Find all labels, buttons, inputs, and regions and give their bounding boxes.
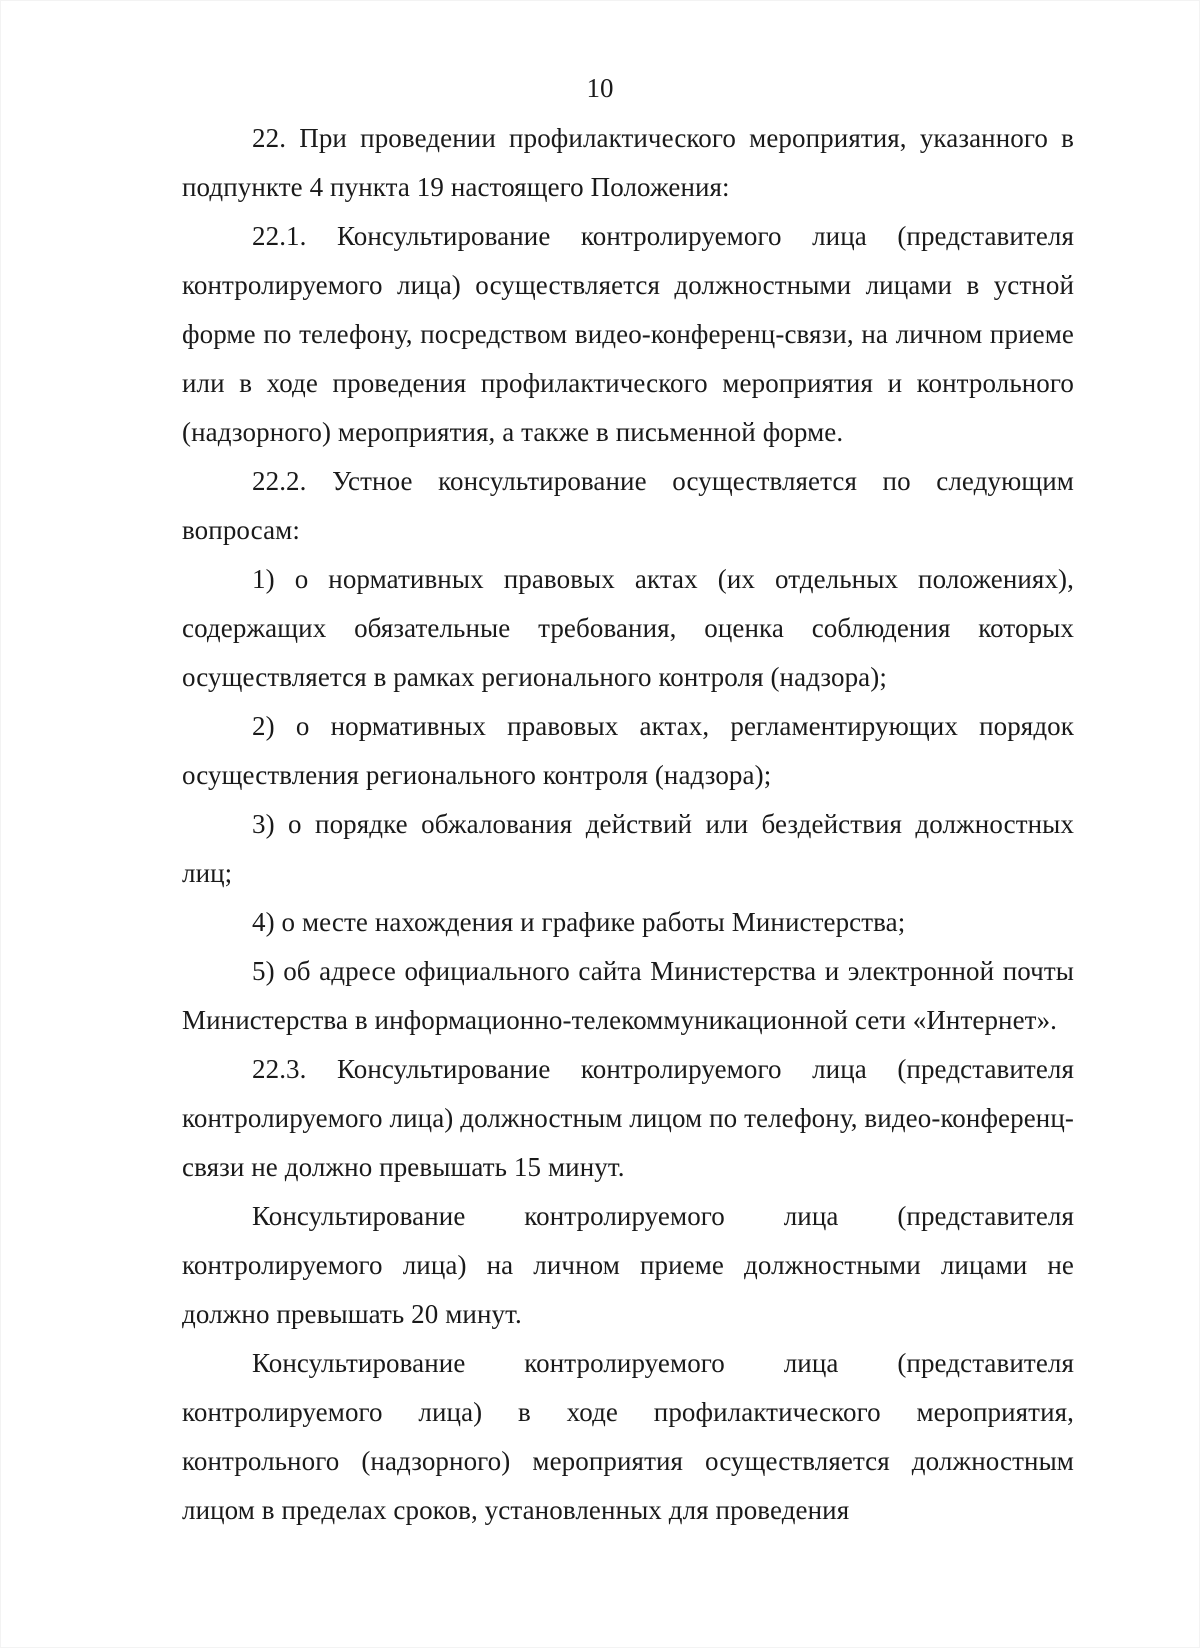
page-number: 10 — [586, 73, 614, 103]
paragraph-22: 22. При проведении профилактического мероприятия, указанного в подпункте 4 пункта 19 настоящего Положения: — [182, 123, 1074, 202]
list-item-4: 4) о месте нахождения и графике работы Министерства; — [252, 907, 906, 937]
paragraph-22-2: 22.2. Устное консультирование осуществляется по следующим вопросам: — [182, 466, 1074, 545]
list-item-3: 3) о порядке обжалования действий или бездействия должностных лиц; — [182, 809, 1074, 888]
paragraph-22-1: 22.1. Консультирование контролируемого лица (представителя контролируемого лица) осуществляется должностными лицами в устной форме по телефону, посредством видео-конференц-связи, на личном приеме или в ходе проведения профилактического мероприятия и контрольного (надзорного) мероприятия, а также в письменной форме. — [182, 221, 1074, 447]
list-item-5: 5) об адресе официального сайта Министерства и электронной почты Министерства в информационно-телекоммуникационной сети «Интернет». — [182, 956, 1074, 1035]
document-body — [182, 114, 1074, 1535]
paragraph-personal-reception: Консультирование контролируемого лица (представителя контролируемого лица) на личном приеме должностными лицами не должно превышать 20 минут. — [182, 1201, 1074, 1329]
paragraph-22-3: 22.3. Консультирование контролируемого лица (представителя контролируемого лица) должностным лицом по телефону, видео-конференц-связи не должно превышать 15 минут. — [182, 1054, 1074, 1182]
list-item-2: 2) о нормативных правовых актах, регламентирующих порядок осуществления регионального контроля (надзора); — [182, 711, 1074, 790]
list-item-1: 1) о нормативных правовых актах (их отдельных положениях), содержащих обязательные требования, оценка соблюдения которых осуществляется в рамках регионального контроля (надзора); — [182, 564, 1074, 692]
paragraph-during-event: Консультирование контролируемого лица (представителя контролируемого лица) в ходе профилактического мероприятия, контрольного (надзорного) мероприятия осуществляется должностным лицом в пределах сроков, установленных для проведения — [182, 1348, 1074, 1525]
